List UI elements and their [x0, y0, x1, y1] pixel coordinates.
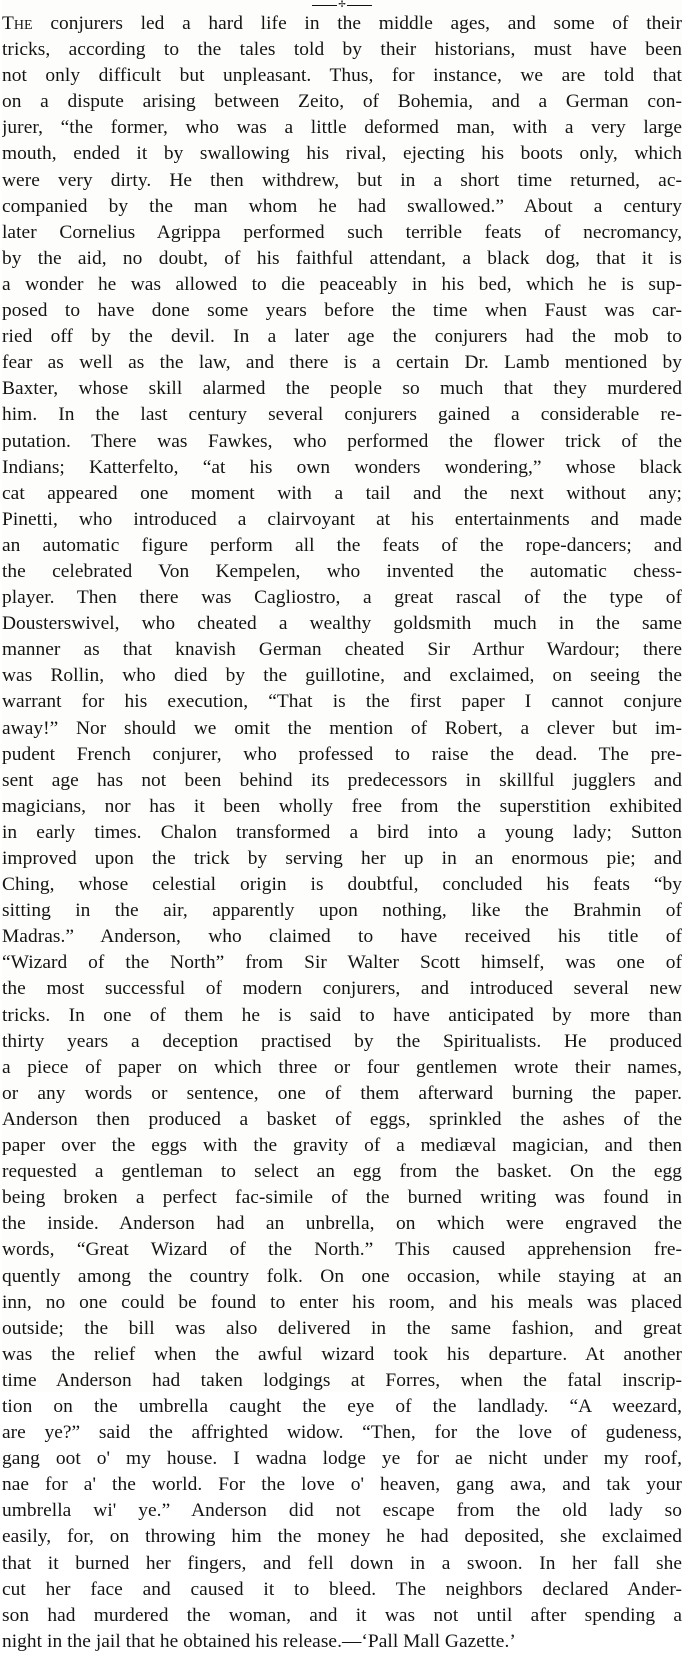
section-divider-ornament: ✢ [312, 1, 372, 9]
article-line: in early times. Chalon transformed a bird into a young lady; Sutton [2, 821, 682, 843]
article-line: inn, no one could be found to enter his room, and his meals was placed [2, 1291, 682, 1313]
article-body [2, 11, 682, 1655]
article-line: cut her face and caused it to bleed. The neighbors declared Ander- [2, 1578, 682, 1600]
article-line: pudent French conjurer, who professed to raise the dead. The pre- [2, 743, 682, 765]
newspaper-clipping [2, 0, 682, 1652]
article-line: Pinetti, who introduced a clairvoyant at his entertainments and made [2, 508, 682, 530]
article-line: outside; the bill was also delivered in the same fashion, and great [2, 1317, 682, 1339]
article-line: manner as that knavish German cheated Sir Arthur Wardour; there [2, 639, 682, 661]
article-line: a piece of paper on which three or four gentlemen wrote their names, [2, 1056, 682, 1078]
article-line: fear as well as the law, and there is a certain Dr. Lamb mentioned by [2, 352, 682, 374]
article-line: quently among the country folk. On one occasion, while staying at an [2, 1265, 682, 1287]
first-line-text: conjurers led a hard life in the middle ages, and some of their [32, 13, 682, 34]
article-line: was the relief when the awful wizard took his departure. At another [2, 1343, 682, 1365]
article-line: player. Then there was Cagliostro, a great rascal of the type of [2, 587, 682, 609]
article-line: Ching, whose celestial origin is doubtful, concluded his feats “by [2, 874, 682, 896]
article-line [2, 11, 682, 37]
article-line: ried off by the devil. In a later age the conjurers had the mob to [2, 326, 682, 348]
article-line: him. In the last century several conjurers gained a considerable re- [2, 404, 682, 426]
article-line: Madras.” Anderson, who claimed to have received his title of [2, 926, 682, 948]
article-line: by the aid, no doubt, of his faithful attendant, a black dog, that it is [2, 247, 682, 269]
article-line: sitting in the air, apparently upon nothing, like the Brahmin of [2, 900, 682, 922]
article-line: being broken a perfect fac-simile of the burned writing was found in [2, 1187, 682, 1209]
article-line: on a dispute arising between Zeito, of Bohemia, and a German con- [2, 91, 682, 113]
article-line: umbrella wi' ye.” Anderson did not escape from the old lady so [2, 1500, 682, 1522]
article-line: later Cornelius Agrippa performed such terrible feats of necromancy, [2, 221, 682, 243]
article-line: not only difficult but unpleasant. Thus, for instance, we are told that [2, 65, 682, 87]
article-line: night in the jail that he obtained his release.—‘Pall Mall Gazette.’ [2, 1630, 516, 1652]
article-line: were very dirty. He then withdrew, but in a short time returned, ac- [2, 169, 682, 191]
article-line: tricks, according to the tales told by their historians, must have been [2, 39, 682, 61]
article-line: mouth, ended it by swallowing his rival, ejecting his boots only, which [2, 143, 682, 165]
article-line: magicians, nor has it been wholly free from the superstition exhibited [2, 795, 682, 817]
article-line: “Wizard of the North” from Sir Walter Scott himself, was one of [2, 952, 682, 974]
article-line: tricks. In one of them he is said to have anticipated by more than [2, 1004, 682, 1026]
article-line: are ye?” said the affrighted widow. “Then, for the love of gudeness, [2, 1422, 682, 1444]
article-line: putation. There was Fawkes, who performed the flower trick of the [2, 430, 682, 452]
article-line: thirty years a deception practised by the Spiritualists. He produced [2, 1030, 682, 1052]
article-line: Baxter, whose skill alarmed the people so much that they murdered [2, 378, 682, 400]
article-line: cat appeared one moment with a tail and the next without any; [2, 482, 682, 504]
article-line: that it burned her fingers, and fell down in a swoon. In her fall she [2, 1552, 682, 1574]
article-line: Dousterswivel, who cheated a wealthy goldsmith much in the same [2, 613, 682, 635]
article-line: Anderson then produced a basket of eggs, sprinkled the ashes of the [2, 1108, 682, 1130]
article-line: words, “Great Wizard of the North.” This caused apprehension fre- [2, 1239, 682, 1261]
article-line: posed to have done some years before the time when Faust was car- [2, 300, 682, 322]
article-line: requested a gentleman to select an egg from the basket. On the egg [2, 1161, 682, 1183]
article-line: or any words or sentence, one of them afterward burning the paper. [2, 1082, 682, 1104]
article-line: nae for a' the world. For the love o' heaven, gang awa, and tak your [2, 1474, 682, 1496]
article-line: warrant for his execution, “That is the first paper I cannot conjure [2, 691, 682, 713]
article-line: a wonder he was allowed to die peaceably in his bed, which he is sup- [2, 273, 682, 295]
article-line: the most successful of modern conjurers, and introduced several new [2, 978, 682, 1000]
article-line: improved upon the trick by serving her up in an enormous pie; and [2, 848, 682, 869]
article-line: sent age has not been behind its predecessors in skillful jugglers and [2, 769, 682, 791]
article-line: son had murdered the woman, and it was not until after spending a [2, 1604, 682, 1626]
lead-word: The [2, 13, 33, 34]
article-line: tion on the umbrella caught the eye of the landlady. “A weezard, [2, 1395, 682, 1417]
article-line: away!” Nor should we omit the mention of Robert, a clever but im- [2, 717, 682, 739]
article-line: the inside. Anderson had an unbrella, on which were engraved the [2, 1213, 682, 1235]
article-line: jurer, “the former, who was a little deformed man, with a very large [2, 117, 682, 139]
article-line: the celebrated Von Kempelen, who invented the automatic chess- [2, 560, 682, 582]
article-line: gang oot o' my house. I wadna lodge ye for ae nicht under my roof, [2, 1448, 682, 1470]
article-line: paper over the eggs with the gravity of a mediæval magician, and then [2, 1135, 682, 1157]
article-line: easily, for, on throwing him the money he had deposited, she exclaimed [2, 1526, 682, 1548]
article-line: companied by the man whom he had swallowed.” About a century [2, 195, 682, 217]
article-line: Indians; Katterfelto, “at his own wonders wondering,” whose black [2, 456, 682, 478]
article-line: was Rollin, who died by the guillotine, and exclaimed, on seeing the [2, 665, 682, 687]
article-line: an automatic figure perform all the feats of the rope-dancers; and [2, 534, 682, 556]
article-line: time Anderson had taken lodgings at Forres, when the fatal inscrip- [2, 1369, 682, 1391]
